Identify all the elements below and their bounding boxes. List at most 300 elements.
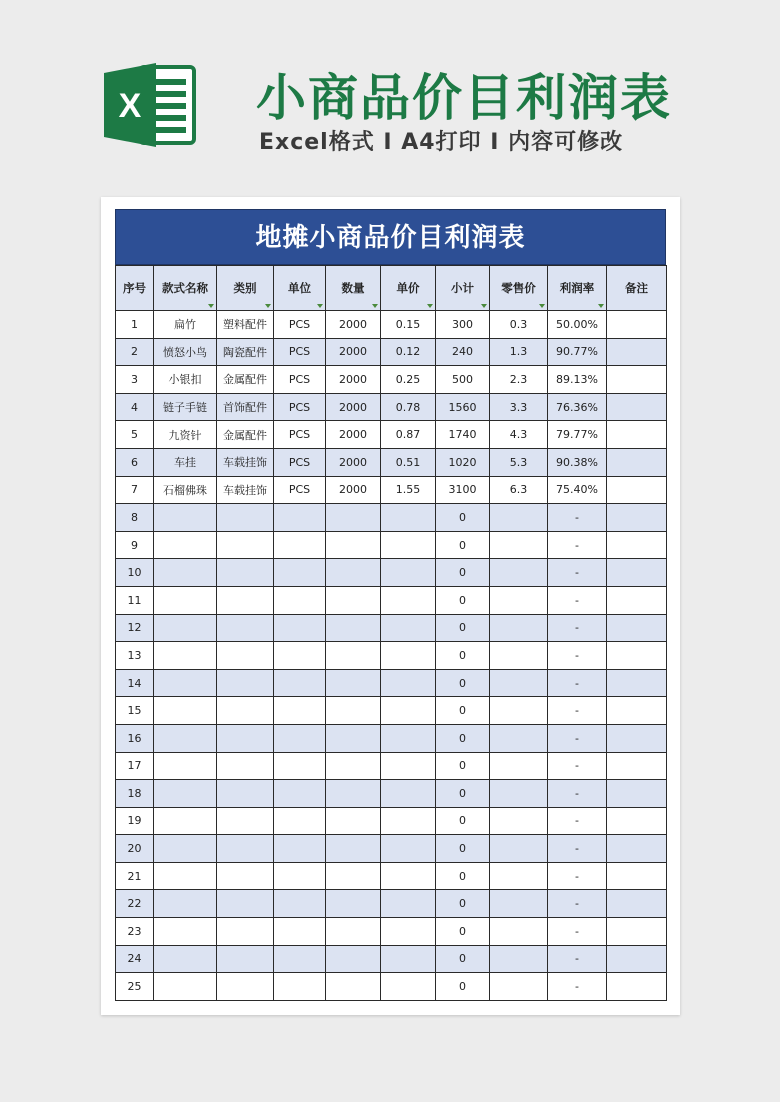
table-cell[interactable]: PCS [274, 311, 326, 339]
table-cell[interactable]: 11 [116, 586, 154, 614]
table-cell[interactable] [326, 807, 381, 835]
table-cell[interactable]: 300 [436, 311, 490, 339]
table-cell[interactable] [274, 890, 326, 918]
table-cell[interactable] [154, 697, 217, 725]
table-cell[interactable]: 76.36% [548, 393, 607, 421]
table-cell[interactable] [607, 421, 667, 449]
table-cell[interactable]: 18 [116, 780, 154, 808]
table-cell[interactable] [154, 642, 217, 670]
table-cell[interactable] [490, 752, 548, 780]
table-cell[interactable]: - [548, 642, 607, 670]
table-cell[interactable]: 20 [116, 835, 154, 863]
table-cell[interactable] [274, 973, 326, 1001]
table-cell[interactable] [490, 669, 548, 697]
table-cell[interactable] [490, 890, 548, 918]
table-cell[interactable] [607, 366, 667, 394]
table-cell[interactable] [217, 642, 274, 670]
table-cell[interactable] [381, 724, 436, 752]
filter-dropdown-icon[interactable] [208, 304, 214, 308]
table-cell[interactable]: 0.78 [381, 393, 436, 421]
table-cell[interactable] [607, 311, 667, 339]
table-cell[interactable]: - [548, 945, 607, 973]
table-cell[interactable] [154, 724, 217, 752]
table-cell[interactable] [217, 918, 274, 946]
table-cell[interactable]: PCS [274, 393, 326, 421]
table-row [116, 724, 667, 752]
table-cell[interactable] [154, 531, 217, 559]
table-cell[interactable]: 0 [436, 724, 490, 752]
table-cell[interactable]: 16 [116, 724, 154, 752]
table-cell[interactable]: 3100 [436, 476, 490, 504]
table-row [116, 973, 667, 1001]
table-cell[interactable] [381, 752, 436, 780]
table-cell[interactable]: 车载挂饰 [217, 476, 274, 504]
table-cell[interactable] [154, 559, 217, 587]
table-cell[interactable] [326, 697, 381, 725]
table-cell[interactable] [274, 945, 326, 973]
table-cell[interactable]: 车挂 [154, 448, 217, 476]
column-header[interactable]: 数量 [326, 266, 381, 311]
table-cell[interactable]: 13 [116, 642, 154, 670]
table-cell[interactable] [326, 835, 381, 863]
table-cell[interactable]: - [548, 724, 607, 752]
table-cell[interactable] [490, 642, 548, 670]
table-cell[interactable]: - [548, 752, 607, 780]
table-cell[interactable] [154, 752, 217, 780]
table-cell[interactable] [381, 586, 436, 614]
table-row [116, 862, 667, 890]
table-cell[interactable]: 21 [116, 862, 154, 890]
table-cell[interactable]: 500 [436, 366, 490, 394]
table-cell[interactable] [607, 807, 667, 835]
table-cell[interactable]: 0.3 [490, 311, 548, 339]
table-cell[interactable]: 2000 [326, 338, 381, 366]
table-cell[interactable] [154, 807, 217, 835]
table-cell[interactable]: 25 [116, 973, 154, 1001]
table-cell[interactable] [607, 890, 667, 918]
filter-dropdown-icon[interactable] [598, 304, 604, 308]
table-row [116, 531, 667, 559]
table-cell[interactable] [381, 973, 436, 1001]
table-cell[interactable]: PCS [274, 421, 326, 449]
table-cell[interactable]: 0 [436, 669, 490, 697]
filter-dropdown-icon[interactable] [481, 304, 487, 308]
column-header[interactable]: 小计 [436, 266, 490, 311]
table-cell[interactable]: - [548, 669, 607, 697]
table-cell[interactable]: 0.25 [381, 366, 436, 394]
table-cell[interactable] [217, 614, 274, 642]
table-cell[interactable]: 金属配件 [217, 421, 274, 449]
table-row [116, 366, 667, 394]
table-cell[interactable]: - [548, 559, 607, 587]
table-cell[interactable] [381, 918, 436, 946]
table-row [116, 642, 667, 670]
table-cell[interactable] [217, 724, 274, 752]
table-cell[interactable]: - [548, 697, 607, 725]
table-cell[interactable]: 23 [116, 918, 154, 946]
table-cell[interactable]: 14 [116, 669, 154, 697]
table-cell[interactable]: - [548, 835, 607, 863]
column-header[interactable]: 单位 [274, 266, 326, 311]
table-cell[interactable]: - [548, 504, 607, 532]
table-cell[interactable]: 0 [436, 752, 490, 780]
table-row [116, 807, 667, 835]
table-cell[interactable]: PCS [274, 366, 326, 394]
table-cell[interactable] [490, 724, 548, 752]
table-cell[interactable] [607, 559, 667, 587]
table-cell[interactable] [154, 890, 217, 918]
table-cell[interactable] [326, 531, 381, 559]
table-cell[interactable]: 0 [436, 531, 490, 559]
table-cell[interactable] [607, 835, 667, 863]
table-cell[interactable]: 4 [116, 393, 154, 421]
table-row [116, 338, 667, 366]
table-cell[interactable]: 0 [436, 918, 490, 946]
table-cell[interactable] [274, 862, 326, 890]
table-cell[interactable]: 75.40% [548, 476, 607, 504]
table-cell[interactable]: 1.3 [490, 338, 548, 366]
filter-dropdown-icon[interactable] [427, 304, 433, 308]
table-cell[interactable] [274, 724, 326, 752]
table-cell[interactable] [381, 669, 436, 697]
table-row [116, 311, 667, 339]
table-cell[interactable]: 链子手链 [154, 393, 217, 421]
table-cell[interactable] [154, 669, 217, 697]
table-cell[interactable] [217, 780, 274, 808]
table-cell[interactable]: 9 [116, 531, 154, 559]
table-cell[interactable]: 6.3 [490, 476, 548, 504]
table-cell[interactable]: 12 [116, 614, 154, 642]
table-cell[interactable] [217, 504, 274, 532]
table-cell[interactable] [381, 835, 436, 863]
table-cell[interactable]: 90.77% [548, 338, 607, 366]
table-cell[interactable]: 15 [116, 697, 154, 725]
table-cell[interactable] [274, 669, 326, 697]
table-cell[interactable] [381, 559, 436, 587]
table-cell[interactable]: 10 [116, 559, 154, 587]
table-cell[interactable]: PCS [274, 338, 326, 366]
document-page [101, 197, 680, 1015]
table-cell[interactable]: 1.55 [381, 476, 436, 504]
table-cell[interactable]: 金属配件 [217, 366, 274, 394]
table-cell[interactable]: 首饰配件 [217, 393, 274, 421]
table-cell[interactable] [326, 890, 381, 918]
table-cell[interactable] [274, 752, 326, 780]
table-cell[interactable] [326, 669, 381, 697]
table-cell[interactable]: 1560 [436, 393, 490, 421]
table-cell[interactable]: PCS [274, 476, 326, 504]
table-cell[interactable]: 0 [436, 945, 490, 973]
table-cell[interactable]: 2 [116, 338, 154, 366]
table-cell[interactable] [607, 862, 667, 890]
table-cell[interactable] [217, 945, 274, 973]
table-cell[interactable]: - [548, 918, 607, 946]
table-cell[interactable]: 5 [116, 421, 154, 449]
table-row [116, 780, 667, 808]
table-cell[interactable] [154, 973, 217, 1001]
table-cell[interactable]: 79.77% [548, 421, 607, 449]
table-cell[interactable] [274, 642, 326, 670]
table-cell[interactable] [274, 586, 326, 614]
table-cell[interactable] [381, 807, 436, 835]
table-cell[interactable] [607, 918, 667, 946]
table-cell[interactable]: 1020 [436, 448, 490, 476]
column-header[interactable]: 类别 [217, 266, 274, 311]
table-cell[interactable] [490, 918, 548, 946]
excel-logo-icon [100, 55, 198, 153]
filter-dropdown-icon[interactable] [265, 304, 271, 308]
table-cell[interactable] [217, 835, 274, 863]
table-cell[interactable]: 4.3 [490, 421, 548, 449]
table-cell[interactable]: - [548, 807, 607, 835]
filter-dropdown-icon[interactable] [539, 304, 545, 308]
table-header-row [116, 266, 667, 311]
table-cell[interactable] [326, 642, 381, 670]
table-cell[interactable] [490, 697, 548, 725]
table-cell[interactable] [607, 752, 667, 780]
table-row [116, 835, 667, 863]
table-cell[interactable]: 0 [436, 973, 490, 1001]
table-cell[interactable]: - [548, 862, 607, 890]
table-cell[interactable] [607, 780, 667, 808]
page-title: 小商品价目利润表 [256, 69, 672, 127]
table-cell[interactable] [490, 531, 548, 559]
table-cell[interactable] [154, 835, 217, 863]
column-header[interactable]: 款式名称 [154, 266, 217, 311]
table-cell[interactable]: 90.38% [548, 448, 607, 476]
table-cell[interactable]: 5.3 [490, 448, 548, 476]
table-cell[interactable]: 2000 [326, 476, 381, 504]
table-cell[interactable] [326, 614, 381, 642]
table-cell[interactable]: 0 [436, 697, 490, 725]
table-cell[interactable] [490, 807, 548, 835]
table-cell[interactable]: 车载挂饰 [217, 448, 274, 476]
table-cell[interactable] [490, 862, 548, 890]
table-cell[interactable]: - [548, 614, 607, 642]
table-cell[interactable] [274, 559, 326, 587]
table-cell[interactable]: 19 [116, 807, 154, 835]
filter-dropdown-icon[interactable] [372, 304, 378, 308]
table-cell[interactable] [217, 531, 274, 559]
table-cell[interactable] [381, 890, 436, 918]
table-cell[interactable]: 陶瓷配件 [217, 338, 274, 366]
price-profit-table [115, 265, 667, 1001]
table-cell[interactable]: 0 [436, 559, 490, 587]
table-cell[interactable] [490, 945, 548, 973]
table-cell[interactable]: 50.00% [548, 311, 607, 339]
table-row [116, 586, 667, 614]
table-cell[interactable]: - [548, 586, 607, 614]
table-cell[interactable]: 3.3 [490, 393, 548, 421]
table-cell[interactable]: 89.13% [548, 366, 607, 394]
table-cell[interactable] [490, 973, 548, 1001]
table-cell[interactable]: 6 [116, 448, 154, 476]
table-cell[interactable]: 2000 [326, 448, 381, 476]
table-cell[interactable]: - [548, 890, 607, 918]
table-row [116, 669, 667, 697]
column-header[interactable]: 零售价 [490, 266, 548, 311]
table-cell[interactable] [607, 476, 667, 504]
svg-text:X: X [118, 87, 142, 125]
table-cell[interactable]: 2.3 [490, 366, 548, 394]
table-cell[interactable] [154, 504, 217, 532]
table-cell[interactable] [217, 807, 274, 835]
table-row [116, 393, 667, 421]
table-cell[interactable] [326, 862, 381, 890]
table-cell[interactable] [607, 614, 667, 642]
table-cell[interactable] [326, 945, 381, 973]
table-cell[interactable]: 8 [116, 504, 154, 532]
sheet-title: 地摊小商品价目利润表 [115, 209, 666, 265]
table-cell[interactable]: 塑料配件 [217, 311, 274, 339]
table-cell[interactable]: 小银扣 [154, 366, 217, 394]
table-cell[interactable] [490, 835, 548, 863]
table-cell[interactable] [326, 586, 381, 614]
table-cell[interactable]: 0 [436, 642, 490, 670]
table-cell[interactable] [607, 669, 667, 697]
table-cell[interactable] [326, 918, 381, 946]
table-cell[interactable]: 2000 [326, 366, 381, 394]
table-cell[interactable]: 0 [436, 862, 490, 890]
table-cell[interactable]: 0 [436, 890, 490, 918]
table-cell[interactable] [381, 862, 436, 890]
table-row [116, 890, 667, 918]
table-cell[interactable] [381, 945, 436, 973]
page-subtitle: Excel格式 I A4打印 I 内容可修改 [259, 130, 624, 155]
table-cell[interactable]: 2000 [326, 421, 381, 449]
table-cell[interactable] [381, 780, 436, 808]
table-cell[interactable] [607, 945, 667, 973]
table-cell[interactable] [274, 780, 326, 808]
table-cell[interactable] [326, 724, 381, 752]
filter-dropdown-icon[interactable] [317, 304, 323, 308]
table-cell[interactable]: 0 [436, 614, 490, 642]
table-cell[interactable] [274, 531, 326, 559]
table-row [116, 752, 667, 780]
table-row [116, 614, 667, 642]
table-cell[interactable]: 7 [116, 476, 154, 504]
table-cell[interactable] [381, 531, 436, 559]
table-row [116, 476, 667, 504]
table-cell[interactable]: 3 [116, 366, 154, 394]
table-cell[interactable]: 17 [116, 752, 154, 780]
table-cell[interactable] [490, 559, 548, 587]
table-cell[interactable]: 22 [116, 890, 154, 918]
table-cell[interactable] [274, 697, 326, 725]
table-cell[interactable] [607, 504, 667, 532]
table-cell[interactable] [326, 973, 381, 1001]
table-cell[interactable] [274, 504, 326, 532]
table-cell[interactable]: - [548, 780, 607, 808]
table-row [116, 697, 667, 725]
table-cell[interactable] [326, 752, 381, 780]
column-header[interactable]: 备注 [607, 266, 667, 311]
table-cell[interactable] [326, 780, 381, 808]
table-cell[interactable] [326, 559, 381, 587]
table-row [116, 559, 667, 587]
table-cell[interactable] [607, 531, 667, 559]
table-cell[interactable] [217, 697, 274, 725]
table-cell[interactable]: 愤怒小鸟 [154, 338, 217, 366]
column-header[interactable]: 序号 [116, 266, 154, 311]
table-cell[interactable] [274, 835, 326, 863]
table-cell[interactable]: 0.12 [381, 338, 436, 366]
table-cell[interactable]: 0.15 [381, 311, 436, 339]
table-cell[interactable]: 九资针 [154, 421, 217, 449]
table-cell[interactable] [381, 614, 436, 642]
table-cell[interactable] [490, 614, 548, 642]
table-cell[interactable]: 0.51 [381, 448, 436, 476]
table-cell[interactable]: 0 [436, 807, 490, 835]
table-cell[interactable]: 0.87 [381, 421, 436, 449]
column-header[interactable]: 单价 [381, 266, 436, 311]
table-cell[interactable]: 2000 [326, 311, 381, 339]
table-cell[interactable]: 1 [116, 311, 154, 339]
table-cell[interactable] [607, 697, 667, 725]
table-cell[interactable] [217, 559, 274, 587]
table-cell[interactable]: 0 [436, 835, 490, 863]
table-cell[interactable]: - [548, 531, 607, 559]
table-cell[interactable] [217, 586, 274, 614]
table-cell[interactable]: 0 [436, 780, 490, 808]
table-cell[interactable]: 扁竹 [154, 311, 217, 339]
table-cell[interactable] [490, 504, 548, 532]
table-cell[interactable] [274, 614, 326, 642]
table-cell[interactable]: 24 [116, 945, 154, 973]
table-cell[interactable] [607, 448, 667, 476]
table-cell[interactable] [607, 338, 667, 366]
table-cell[interactable] [490, 780, 548, 808]
table-cell[interactable] [607, 724, 667, 752]
table-cell[interactable] [154, 586, 217, 614]
table-cell[interactable] [217, 862, 274, 890]
table-cell[interactable] [154, 918, 217, 946]
spreadsheet [115, 209, 666, 1001]
table-cell[interactable] [607, 393, 667, 421]
table-row [116, 918, 667, 946]
table-cell[interactable] [217, 752, 274, 780]
table-cell[interactable] [217, 669, 274, 697]
table-cell[interactable] [326, 504, 381, 532]
table-cell[interactable] [154, 780, 217, 808]
table-cell[interactable] [607, 973, 667, 1001]
table-cell[interactable]: - [548, 973, 607, 1001]
table-cell[interactable]: 石榴佛珠 [154, 476, 217, 504]
column-header[interactable]: 利润率 [548, 266, 607, 311]
table-cell[interactable] [274, 918, 326, 946]
table-cell[interactable] [381, 697, 436, 725]
table-cell[interactable]: 240 [436, 338, 490, 366]
table-cell[interactable]: 0 [436, 504, 490, 532]
table-cell[interactable] [154, 945, 217, 973]
table-cell[interactable] [217, 890, 274, 918]
table-cell[interactable] [274, 807, 326, 835]
table-cell[interactable] [607, 642, 667, 670]
table-cell[interactable]: 0 [436, 586, 490, 614]
table-cell[interactable] [154, 862, 217, 890]
table-cell[interactable] [607, 586, 667, 614]
table-cell[interactable]: PCS [274, 448, 326, 476]
table-cell[interactable] [490, 586, 548, 614]
table-row [116, 504, 667, 532]
table-cell[interactable] [154, 614, 217, 642]
table-cell[interactable]: 2000 [326, 393, 381, 421]
table-cell[interactable]: 1740 [436, 421, 490, 449]
table-cell[interactable] [217, 973, 274, 1001]
table-row [116, 421, 667, 449]
table-cell[interactable] [381, 642, 436, 670]
table-cell[interactable] [381, 504, 436, 532]
